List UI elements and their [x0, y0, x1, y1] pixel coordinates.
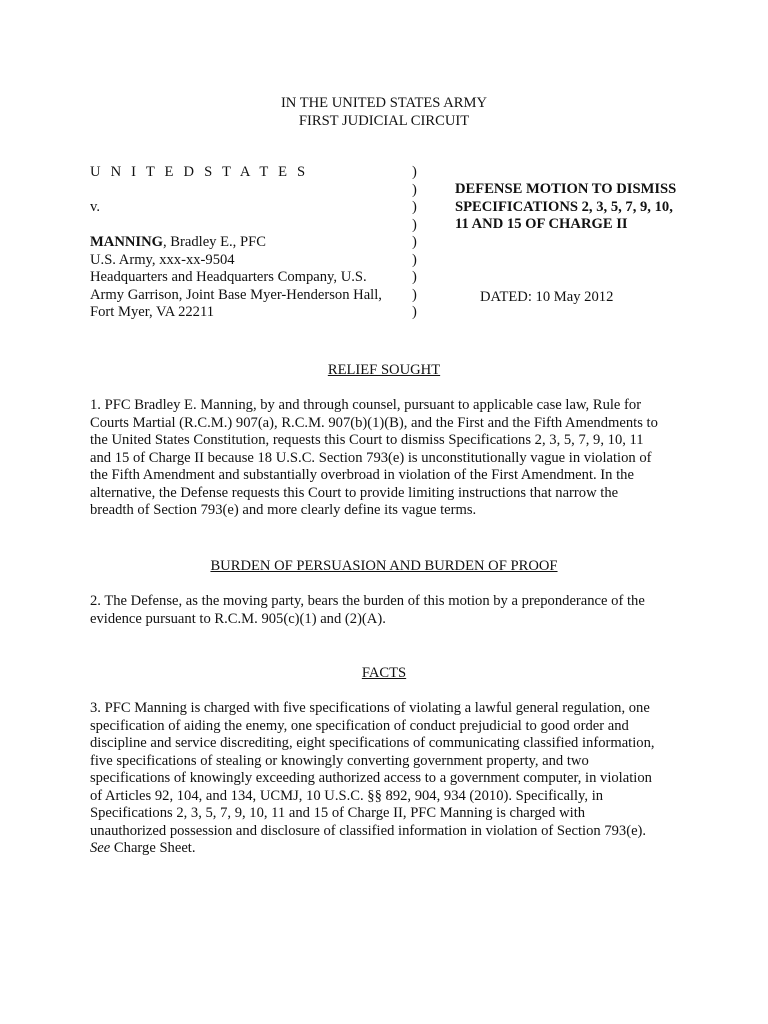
paren-3: )	[412, 199, 417, 215]
relief-line: breadth of Section 793(e) and more clearly define its vague terms.	[90, 502, 477, 518]
paren-7: )	[412, 269, 417, 285]
paren-5: )	[412, 234, 417, 250]
defendant-branch: U.S. Army, xxx-xx-9504	[90, 251, 235, 268]
see-signal: See	[90, 840, 111, 856]
relief-heading	[0, 361, 768, 379]
motion-title	[455, 181, 695, 234]
motion-title-line-2: SPECIFICATIONS 2, 3, 5, 7, 9, 10,	[455, 198, 673, 215]
facts-see-line	[90, 840, 690, 858]
paren-9: )	[412, 304, 417, 320]
burden-heading	[0, 557, 768, 575]
paren-6: )	[412, 251, 417, 268]
motion-date: DATED: 10 May 2012	[480, 289, 614, 305]
facts-line: of Articles 92, 104, and 134, UCMJ, 10 U.S.C. §§ 892, 904, 934 (2010). Specifically, in	[90, 787, 604, 804]
defendant-surname: MANNING	[90, 234, 163, 250]
burden-line: evidence pursuant to R.C.M. 905(c)(1) and (2)(A).	[90, 610, 386, 627]
facts-heading	[0, 664, 768, 682]
motion-title-line-1: DEFENSE MOTION TO DISMISS	[455, 181, 677, 197]
plaintiff: U N I T E D S T A T E S	[90, 164, 309, 180]
paren-1: )	[412, 164, 417, 180]
versus: v.	[90, 199, 100, 215]
relief-heading-text: RELIEF SOUGHT	[327, 362, 441, 378]
facts-line: discipline and service discrediting, eight specifications of communicating classified information,	[90, 735, 655, 751]
court-line-2: FIRST JUDICIAL CIRCUIT	[298, 113, 470, 129]
defendant-given-rank: , Bradley E., PFC	[162, 234, 266, 250]
relief-line: 1. PFC Bradley E. Manning, by and through counsel, pursuant to applicable case law, Rule for	[90, 397, 642, 413]
facts-line: Specifications 2, 3, 5, 7, 9, 10, 11 and 15 of Charge II, PFC Manning is charged with	[90, 805, 586, 821]
caption-parentheses	[412, 164, 424, 322]
burden-line: 2. The Defense, as the moving party, bears the burden of this motion by a preponderance of the	[90, 593, 645, 609]
see-reference: Charge Sheet.	[110, 840, 196, 856]
facts-line: specifications of knowingly exceeding authorized access to a government computer, in violation	[90, 770, 652, 786]
paren-8: )	[412, 286, 417, 303]
paren-4: )	[412, 216, 417, 233]
relief-line: alternative, the Defense requests this Court to provide limiting instructions that narrow the	[90, 484, 619, 501]
facts-line: five specifications of stealing or knowingly converting government property, and two	[90, 752, 589, 769]
relief-line: the Fifth Amendment and substantially overbroad in violation of the First Amendment. In the	[90, 467, 634, 483]
relief-paragraph	[90, 397, 690, 520]
facts-heading-text: FACTS	[361, 665, 407, 681]
facts-paragraph	[90, 700, 690, 858]
facts-line: specification of aiding the enemy, one specification of conduct prejudicial to good order and	[90, 717, 629, 734]
defendant-address: Fort Myer, VA 22211	[90, 304, 215, 320]
relief-line: and 15 of Charge II because 18 U.S.C. Section 793(e) is unconstitutionally vague in violation of	[90, 449, 652, 466]
facts-line: unauthorized possession and disclosure of classified information in violation of Section 793(e).	[90, 822, 647, 839]
defendant-unit-line-2: Army Garrison, Joint Base Myer-Henderson Hall,	[90, 286, 382, 303]
case-caption-parties	[90, 164, 405, 322]
relief-line: Courts Martial (R.C.M.) 907(a), R.C.M. 907(b)(1)(B), and the First and the Fifth Amendments to	[90, 414, 658, 431]
burden-paragraph	[90, 593, 690, 628]
motion-title-line-3: 11 AND 15 OF CHARGE II	[455, 216, 628, 232]
court-line-1: IN THE UNITED STATES ARMY	[280, 95, 488, 111]
paren-2: )	[412, 181, 417, 198]
defendant	[90, 234, 405, 252]
burden-heading-text: BURDEN OF PERSUASION AND BURDEN OF PROOF	[210, 558, 558, 574]
defendant-unit-line-1: Headquarters and Headquarters Company, U.S.	[90, 269, 367, 285]
facts-line: 3. PFC Manning is charged with five specifications of violating a lawful general regulation, one	[90, 700, 650, 716]
court-name	[0, 94, 768, 130]
relief-line: the United States Constitution, requests this Court to dismiss Specifications 2, 3, 5, 7, 9, 10, 11	[90, 432, 644, 448]
